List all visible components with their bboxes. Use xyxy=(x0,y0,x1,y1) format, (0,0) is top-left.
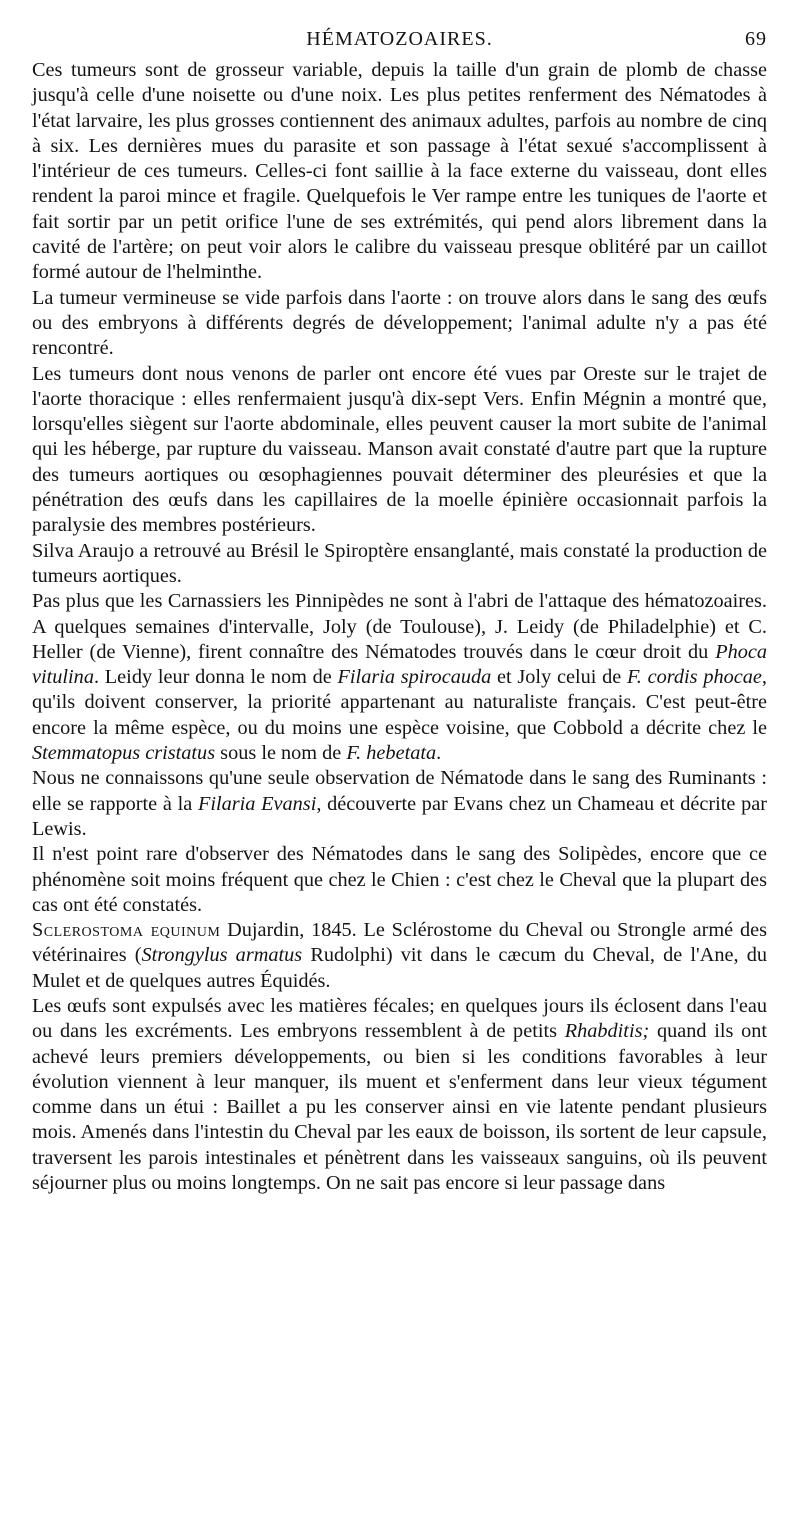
book-page xyxy=(32,28,767,1196)
body-text xyxy=(32,58,767,1196)
text-run: Rudolphi) vit dans le cæcum du Cheval, de l'Ane, du Mulet et de quelques autres Équidés. xyxy=(32,944,768,992)
running-header xyxy=(32,28,767,58)
text-run: . xyxy=(436,742,442,765)
text-run: Nous ne connaissons qu'une seule observation de Nématode dans le sang des Ruminants : elle se rapporte à la xyxy=(32,767,767,815)
paragraph xyxy=(32,766,767,842)
italic-text: Filaria Evansi xyxy=(197,792,317,815)
running-title: HÉMATOZOAIRES. xyxy=(306,28,493,50)
text-run: Les tumeurs dont nous venons de parler ont encore été vues par Oreste sur le trajet de l'aorte thoracique : elles renfermaient jusqu'à dix-sept Vers. Enfin Mégnin a montré que, lorsqu'elles siègent sur l'aorte abdominale, elles peuvent causer la mort subite de l'animal qui les héberge, par rupture du vaisseau. Manson avait constaté d'autre part que la rupture des tumeurs aortiques ou œsophagiennes pouvait déterminer des pleurésies et que la pénétration des œufs dans les capillaires de la moelle épinière occasionnait parfois la paralysie des membres postérieurs. xyxy=(32,362,767,537)
paragraph xyxy=(32,362,767,539)
italic-text: Phoca vitulina xyxy=(32,640,767,689)
text-run: , qu'ils doivent conserver, la priorité appartenant au naturaliste français. C'est peut-être encore la même espèce, ou du moins une espèce voisine, que Cobbold a décrite chez le xyxy=(32,666,767,739)
paragraph xyxy=(32,286,767,362)
italic-text: Stemmatopus cristatus xyxy=(32,742,216,765)
text-run: Les œufs sont expulsés avec les matières fécales; en quelques jours ils éclosent dans l'eau ou dans les excréments. Les embryons ressemblent à de petits xyxy=(32,994,767,1043)
paragraph xyxy=(32,994,767,1196)
text-run: quand ils ont achevé leurs premiers développements, ou bien si les conditions favorables à leur évolution viennent à leur manquer, ils muent et s'enferment dans leur vieux tégument comme dans un étui : Baillet a pu les conserver ainsi en vie latente pendant plusieurs mois. Amenés dans l'intestin du Cheval par les eaux de boisson, ils sortent de leur capsule, traversent les parois intestinales et pénètrent dans les vaisseaux sanguins, où ils peuvent séjourner plus ou moins longtemps. On ne sait pas encore si leur passage dans xyxy=(32,1020,768,1195)
small-caps-text: Sclerostoma equinum xyxy=(32,919,221,942)
text-run: sous le nom de xyxy=(215,742,347,765)
text-run: , découverte par Evans chez un Chameau et décrite par Lewis. xyxy=(32,792,767,840)
text-run: Ces tumeurs sont de grosseur variable, depuis la taille d'un grain de plomb de chasse jusqu'à celle d'une noisette ou d'une noix. Les plus petites renferment des Nématodes à l'état larvaire, les plus grosses contiennent des animaux adultes, parfois au nombre de cinq à six. Les dernières mues du parasite et son passage à l'état sexué s'accomplissent à l'intérieur de ces tumeurs. Celles-ci font saillie à la face externe du vaisseau, dont elles rendent la paroi mince et fragile. Quelquefois le Ver rampe entre les tuniques de l'aorte et fait sortir par un petit orifice l'une de ses extrémités, qui pend alors librement dans la cavité de l'artère; on peut voir alors le calibre du vaisseau presque oblitéré par un caillot formé autour de l'helminthe. xyxy=(32,59,767,284)
text-run: Il n'est point rare d'observer des Nématodes dans le sang des Solipèdes, encore que ce phénomène soit moins fréquent que chez le Chien : c'est chez le Cheval que la plupart des cas ont été constatés. xyxy=(32,843,767,916)
paragraph xyxy=(32,589,767,766)
text-run: Pas plus que les Carnassiers les Pinnipèdes ne sont à l'abri de l'attaque des hématozoaires. A quelques semaines d'intervalle, Joly (de Toulouse), J. Leidy (de Philadelphie) et C. Heller (de Vienne), firent connaître des Nématodes trouvés dans le cœur droit du xyxy=(32,590,767,663)
page-number: 69 xyxy=(745,28,767,50)
italic-text: Strongylus armatus xyxy=(141,944,303,967)
italic-text: F. cordis phocae xyxy=(627,666,762,689)
italic-text: Filaria spirocauda xyxy=(337,666,492,689)
paragraph xyxy=(32,58,767,286)
text-run: . Leidy leur donna le nom de xyxy=(93,666,338,689)
paragraph xyxy=(32,918,767,994)
paragraph xyxy=(32,539,767,590)
paragraph xyxy=(32,842,767,918)
text-run: Dujardin, 1845. Le Sclérostome du Cheval ou Strongle armé des vétérinaires ( xyxy=(32,919,767,967)
italic-text: Rhabditis; xyxy=(564,1020,650,1043)
text-run: et Joly celui de xyxy=(491,666,628,689)
text-run: Silva Araujo a retrouvé au Brésil le Spiroptère ensanglanté, mais constaté la production de tumeurs aortiques. xyxy=(32,539,767,587)
text-run: La tumeur vermineuse se vide parfois dans l'aorte : on trouve alors dans le sang des œufs ou des embryons à différents degrés de développement; l'animal adulte n'y a pas été rencontré. xyxy=(32,286,767,360)
italic-text: F. hebetata xyxy=(346,742,437,765)
